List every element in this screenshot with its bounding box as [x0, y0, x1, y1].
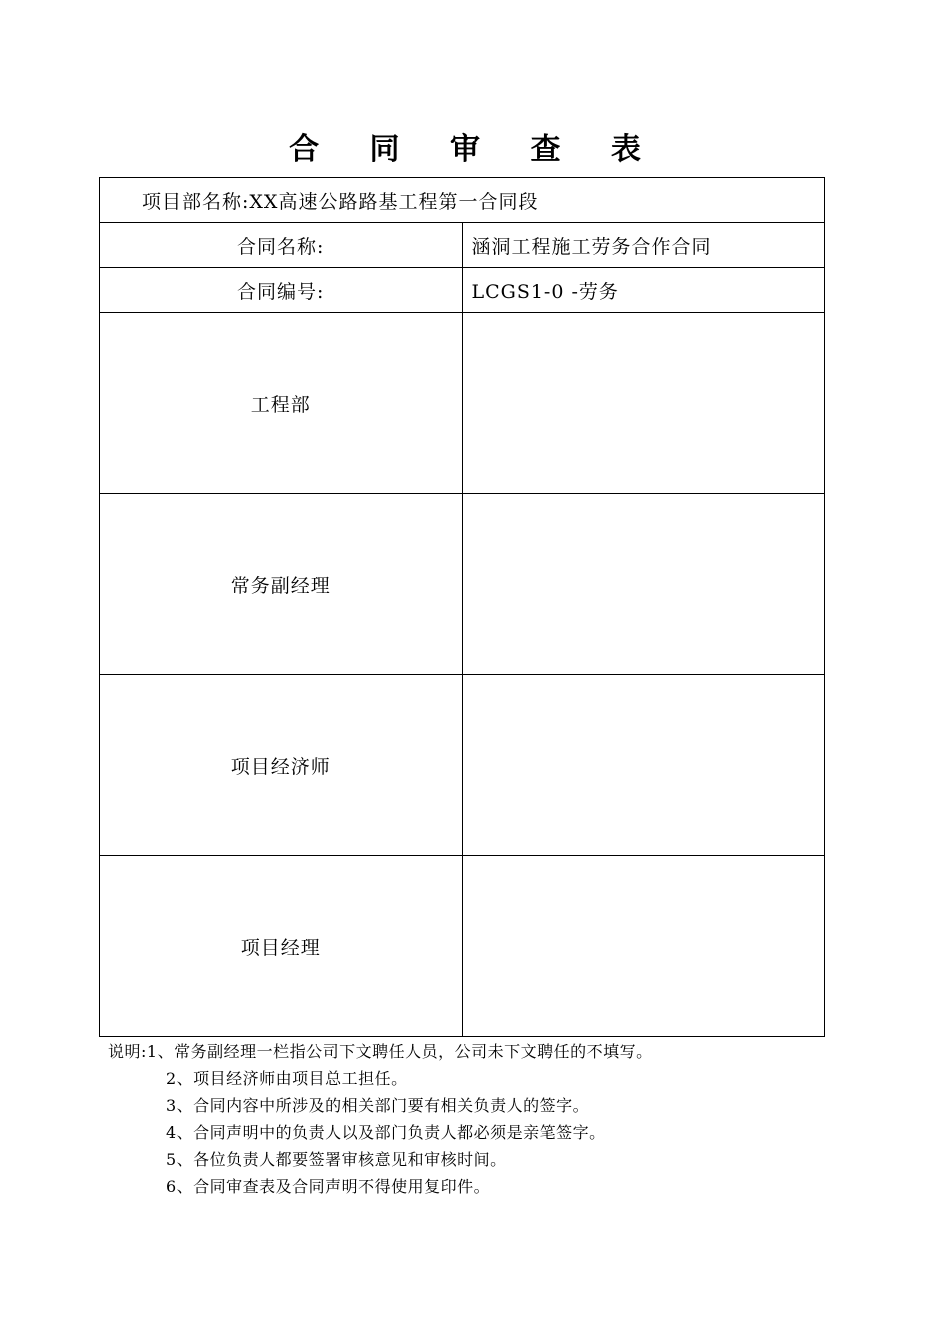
note-item: 2、项目经济师由项目总工担任。 [166, 1069, 408, 1088]
contract-review-table [99, 177, 825, 1037]
notes-section [108, 1038, 828, 1200]
note-item: 3、合同内容中所涉及的相关部门要有相关负责人的签字。 [166, 1096, 590, 1115]
engineering-dept-opinion-field[interactable] [462, 313, 825, 494]
note-item: 6、合同审查表及合同声明不得使用复印件。 [166, 1177, 491, 1196]
project-economist-label: 项目经济师 [100, 675, 463, 856]
contract-name-row [100, 223, 825, 268]
notes-prefix: 说明: [108, 1042, 147, 1061]
contract-number-row [100, 268, 825, 313]
review-row-engineering-dept [100, 313, 825, 494]
review-row-executive-deputy-manager [100, 494, 825, 675]
contract-number-label: 合同编号: [100, 268, 463, 313]
executive-deputy-manager-opinion-field[interactable] [462, 494, 825, 675]
project-dept-label: 项目部名称: [142, 190, 250, 213]
review-row-project-manager [100, 856, 825, 1037]
project-manager-label: 项目经理 [100, 856, 463, 1037]
project-economist-opinion-field[interactable] [462, 675, 825, 856]
engineering-dept-label: 工程部 [100, 313, 463, 494]
contract-name-label: 合同名称: [100, 223, 463, 268]
executive-deputy-manager-label: 常务副经理 [100, 494, 463, 675]
project-manager-opinion-field[interactable] [462, 856, 825, 1037]
note-item: 5、各位负责人都要签署审核意见和审核时间。 [166, 1150, 507, 1169]
note-item [108, 1038, 828, 1065]
project-dept-row [100, 178, 825, 223]
project-dept-cell [100, 178, 825, 223]
page-title: 合 同 审 查 表 [289, 132, 661, 167]
contract-number-value: LCGS1-0 -劳务 [462, 268, 825, 313]
note-item: 4、合同声明中的负责人以及部门负责人都必须是亲笔签字。 [166, 1123, 606, 1142]
contract-name-value: 涵洞工程施工劳务合作合同 [462, 223, 825, 268]
project-dept-value: XX高速公路路基工程第一合同段 [249, 190, 539, 213]
note-text: 1、常务副经理一栏指公司下文聘任人员，公司未下文聘任的不填写。 [146, 1042, 653, 1061]
review-row-project-economist [100, 675, 825, 856]
